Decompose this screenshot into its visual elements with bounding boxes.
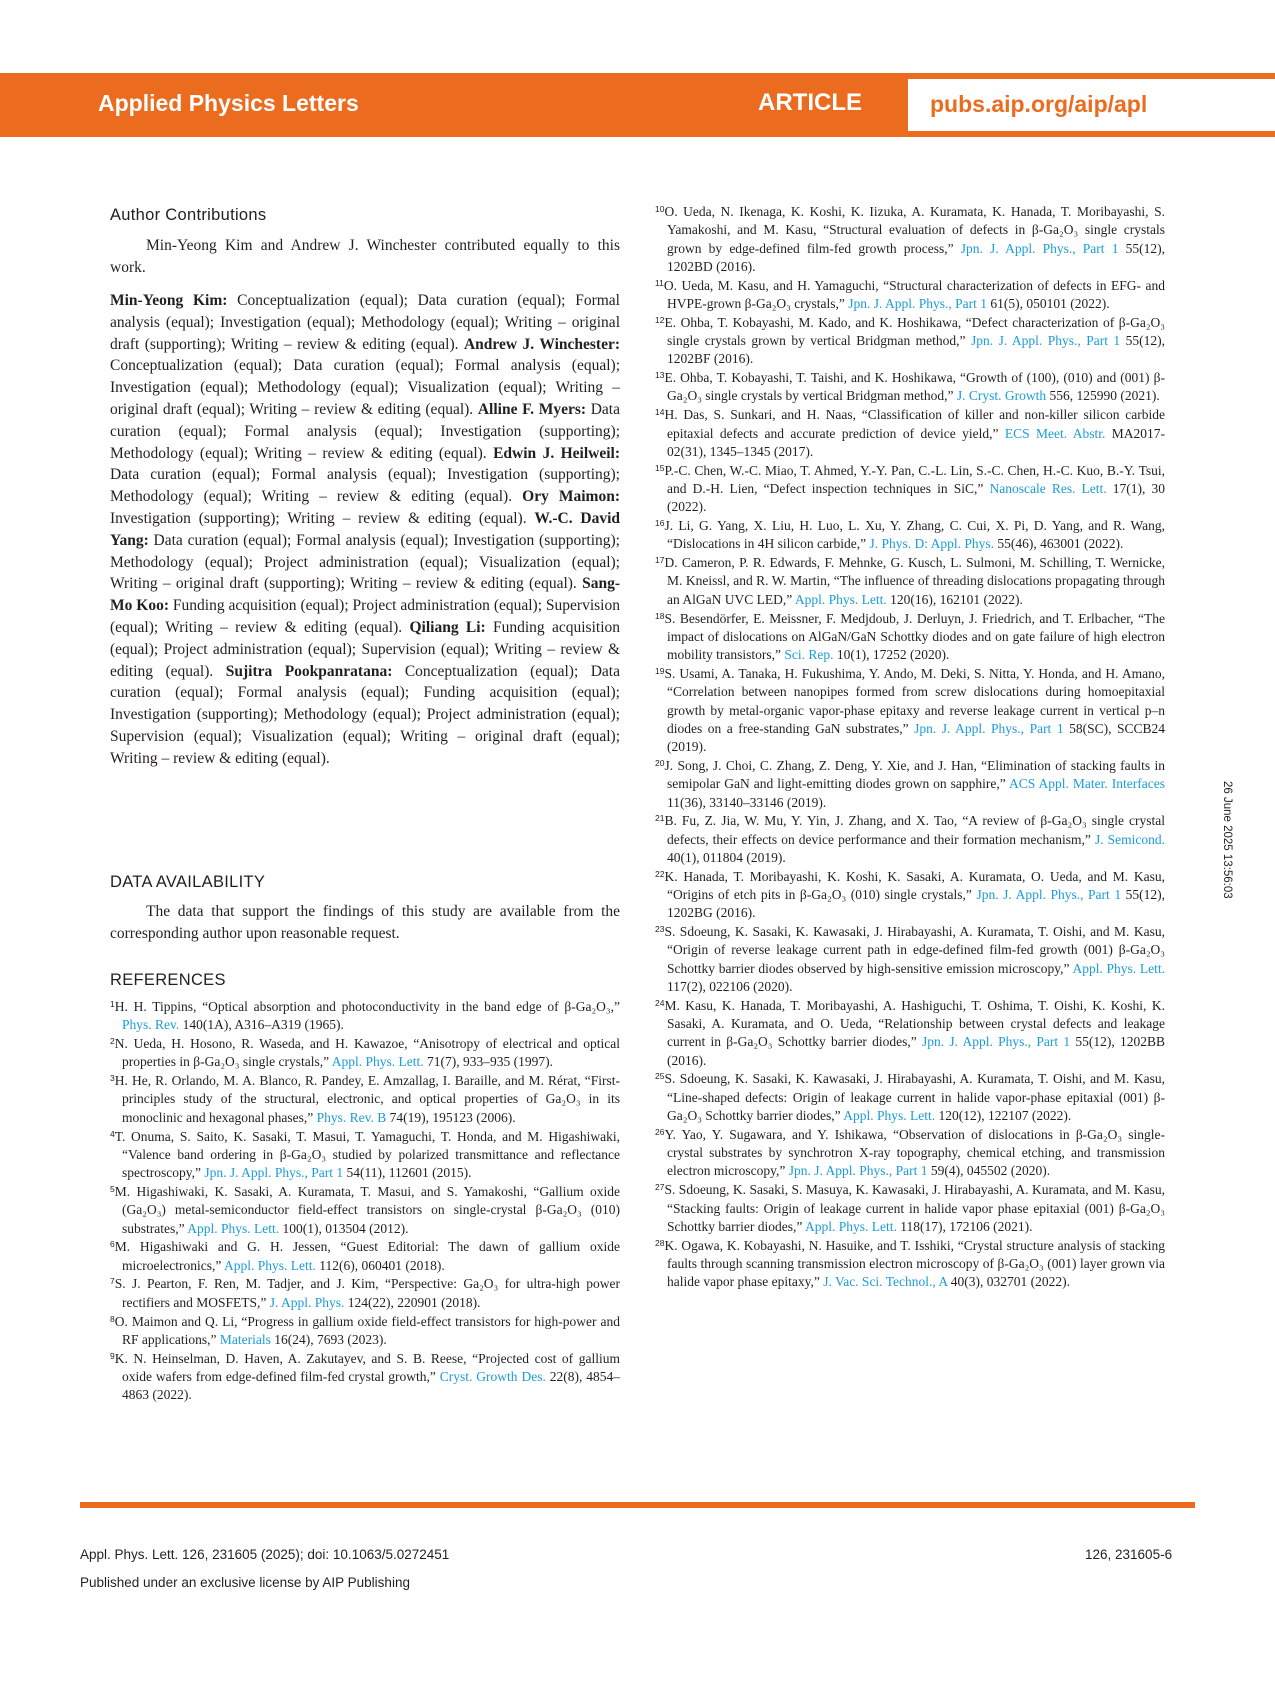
reference-journal-link[interactable]: Sci. Rep. — [784, 647, 834, 663]
reference-text: K. Ogawa, K. Kobayashi, N. Hasuike, and T. Isshiki, “Crystal structure analysis of stacking faults through scanning transmission electron microscopy of β-Ga₂O₃ (001) layer grown via halide vapor phase epitaxy,” — [664, 1237, 1165, 1290]
reference-number: 17 — [655, 555, 665, 566]
footer-page-number: 126, 231605-6 — [1085, 1547, 1173, 1562]
reference-citation-details: 58(SC), SCCB24 (2019). — [667, 720, 1165, 755]
reference-number: 18 — [655, 610, 665, 621]
equal-contribution-note: Min-Yeong Kim and Andrew J. Winchester contributed equally to this work. — [110, 237, 620, 276]
reference-citation-details: 61(5), 050101 (2022). — [987, 295, 1110, 311]
reference-number: 21 — [655, 813, 665, 824]
reference-journal-link[interactable]: Jpn. J. Appl. Phys., Part 1 — [922, 1034, 1071, 1050]
reference-journal-link[interactable]: Jpn. J. Appl. Phys., Part 1 — [971, 333, 1121, 349]
reference-citation-details: 556, 125990 (2021). — [1046, 388, 1160, 404]
reference-text: M. Higashiwaki, K. Sasaki, A. Kuramata, T. Masui, and S. Yamakoshi, “Gallium oxide (Ga₂O₃) metal-semiconductor field-effect transistors on single-crystal β-Ga₂O₃ (010) substrates,” — [114, 1183, 620, 1236]
reference-text: O. Maimon and Q. Li, “Progress in gallium oxide field-effect transistors for high-power and RF applications,” — [114, 1313, 620, 1347]
reference-journal-link[interactable]: Phys. Rev. — [122, 1017, 180, 1033]
reference-item — [655, 868, 1165, 923]
reference-number: 27 — [655, 1182, 665, 1193]
reference-text: T. Onuma, S. Saito, K. Sasaki, T. Masui, T. Yamaguchi, T. Honda, and M. Higashiwaki, “Valence band ordering in β-Ga₂O₃ studied by polarized transmittance and reflectance spectroscopy,” — [114, 1128, 620, 1181]
reference-number: 3 — [110, 1073, 115, 1084]
reference-citation-details: MA2017-02(31), 1345–1345 (2017). — [667, 425, 1166, 459]
reference-number: 10 — [655, 204, 665, 214]
reference-number: 13 — [655, 370, 665, 381]
reference-citation-details: 17(1), 30 (2022). — [667, 480, 1165, 515]
references-heading: REFERENCES — [110, 971, 226, 989]
reference-journal-link[interactable]: Appl. Phys. Lett. — [187, 1220, 280, 1236]
reference-citation-details: 112(6), 060401 (2018). — [315, 1257, 445, 1273]
reference-text: B. Fu, Z. Jia, W. Mu, Y. Yin, J. Zhang, and X. Tao, “A review of β-Ga₂O₃ single crystal defects, their effects on device performance and their formation mechanism,” — [664, 813, 1165, 847]
reference-text: H. Das, S. Sunkari, and H. Naas, “Classification of killer and non-killer silicon carbide epitaxial defects and accurate prediction of device yield,” — [664, 407, 1165, 441]
contributor-roles: Conceptualization (equal); Data curation (equal); Formal analysis (equal); Investigation (equal); Methodology (equal); Writing – original draft (supporting); Writing – review & editing (equal). — [110, 292, 620, 353]
data-availability-heading: DATA AVAILABILITY — [110, 873, 266, 891]
reference-journal-link[interactable]: ACS Appl. Mater. Interfaces — [1009, 776, 1166, 792]
reference-number: 8 — [110, 1313, 115, 1324]
reference-item — [655, 369, 1165, 406]
reference-number: 4 — [110, 1128, 115, 1139]
footer-rule — [80, 1502, 1195, 1508]
reference-item — [655, 203, 1165, 276]
contributor-name: Sang-Mo Koo: — [110, 575, 620, 615]
reference-number: 5 — [110, 1183, 115, 1194]
reference-text: S. J. Pearton, F. Ren, M. Tadjer, and J. Kim, “Perspective: Ga₂O₃ for ultra-high power rectifiers and MOSFETS,” — [114, 1276, 620, 1310]
reference-text: S. Besendörfer, E. Meissner, F. Medjdoub, J. Derluyn, J. Friedrich, and T. Erlbacher, “The impact of dislocations on AlGaN/GaN Schottky diodes and on gate failure of high electron mobility transistors,” — [664, 610, 1165, 663]
reference-text: M. Higashiwaki and G. H. Jessen, “Guest Editorial: The dawn of gallium oxide microelectronics,” — [114, 1239, 620, 1273]
reference-citation-details: 118(17), 172106 (2021). — [896, 1218, 1033, 1234]
reference-citation-details: 55(12), 1202BD (2016). — [667, 240, 1165, 274]
reference-journal-link[interactable]: J. Cryst. Growth — [956, 388, 1047, 404]
reference-journal-link[interactable]: Jpn. J. Appl. Phys., Part 1 — [788, 1163, 928, 1179]
reference-journal-link[interactable]: J. Phys. D: Appl. Phys. — [869, 536, 994, 552]
reference-citation-details: 55(12), 1202BB (2016). — [667, 1034, 1165, 1068]
reference-journal-link[interactable]: Appl. Phys. Lett. — [1072, 960, 1165, 976]
reference-journal-link[interactable]: Nanoscale Res. Lett. — [989, 480, 1107, 496]
reference-citation-details: 117(2), 022106 (2020). — [667, 978, 793, 994]
reference-text: K. N. Heinselman, D. Haven, A. Zakutayev, and S. B. Reese, “Projected cost of gallium oxide wafers from edge-defined film-fed crystal growth,” — [114, 1350, 620, 1384]
contributor-name: Andrew J. Winchester: — [463, 335, 620, 353]
reference-item — [655, 1126, 1165, 1181]
reference-journal-link[interactable]: Jpn. J. Appl. Phys., Part 1 — [848, 295, 988, 311]
reference-item — [655, 812, 1165, 867]
reference-item — [655, 277, 1165, 314]
reference-journal-link[interactable]: Appl. Phys. Lett. — [223, 1257, 316, 1273]
footer-license: Published under an exclusive license by AIP Publishing — [80, 1575, 410, 1590]
contributor-roles: Data curation (equal); Formal analysis (equal); Investigation (supporting); Methodology (equal); Writing – review & editing (equal). — [110, 466, 620, 506]
reference-journal-link[interactable]: J. Semicond. — [1094, 831, 1165, 847]
reference-item — [655, 1181, 1165, 1236]
contributor-roles: Conceptualization (equal); Data curation (equal); Formal analysis (equal); Investigation (equal); Methodology (equal); Visualization (equal); Writing – original draft (equal); Writing – review & editing (equal). — [110, 357, 620, 418]
references-list-left — [110, 998, 620, 1405]
reference-number: 20 — [655, 757, 665, 768]
contributor-roles: Investigation (supporting); Writing – review & editing (equal). — [110, 509, 535, 527]
reference-citation-details: 10(1), 17252 (2020). — [833, 647, 950, 663]
author-contributions-text — [110, 290, 620, 770]
reference-journal-link[interactable]: Appl. Phys. Lett. — [794, 591, 887, 607]
reference-number: 16 — [655, 518, 665, 529]
reference-citation-details: 11(36), 33140–33146 (2019). — [667, 794, 827, 810]
reference-citation-details: 55(12), 1202BG (2016). — [667, 886, 1165, 921]
reference-item — [655, 406, 1165, 461]
reference-citation-details: 124(22), 220901 (2018). — [344, 1294, 481, 1310]
reference-text: E. Ohba, T. Kobayashi, T. Taishi, and K. Hoshikawa, “Growth of (100), (010) and (001) β-Ga₂O₃ single crystals by vertical Bridgman method,” — [664, 370, 1165, 404]
reference-citation-details: 55(46), 463001 (2022). — [994, 536, 1124, 552]
reference-citation-details: 40(3), 032701 (2022). — [947, 1274, 1070, 1290]
reference-item — [655, 517, 1165, 554]
reference-citation-details: 59(4), 045502 (2020). — [927, 1163, 1051, 1179]
reference-number: 2 — [110, 1036, 115, 1047]
reference-text: S. Sdoeung, K. Sasaki, S. Masuya, K. Kawasaki, J. Hirabayashi, A. Kuramata, and M. Kasu, “Stacking faults: Origin of leakage current in halide vapor phase epitaxial (001) β-Ga₂O₃ Schottky barrier diodes,” — [664, 1182, 1165, 1234]
reference-text: O. Ueda, N. Ikenaga, K. Koshi, K. Iizuka, A. Kuramata, K. Hanada, T. Moribayashi, S. Yamakoshi, and M. Kasu, “Structural evaluation of defects in β-Ga₂O₃ single crystals grown by edge-defined film-fed growth process,” — [664, 204, 1165, 256]
reference-journal-link[interactable]: ECS Meet. Abstr. — [1004, 425, 1106, 441]
contributor-roles: Data curation (equal); Formal analysis (equal); Investigation (supporting); Methodology (equal); Writing – review & editing (equal). — [110, 400, 620, 462]
reference-text: K. Hanada, T. Moribayashi, K. Koshi, K. Sasaki, A. Kuramata, O. Ueda, and M. Kasu, “Origins of etch pits in β-Ga₂O₃ (010) single crystals,” — [664, 868, 1165, 902]
reference-item — [655, 665, 1165, 756]
reference-journal-link[interactable]: Materials — [219, 1331, 271, 1347]
reference-text: H. H. Tippins, “Optical absorption and photoconductivity in the band edge of β-Ga₂O₃,” — [114, 999, 620, 1014]
reference-journal-link[interactable]: Appl. Phys. Lett. — [843, 1108, 936, 1124]
reference-item — [110, 1313, 620, 1350]
reference-text: S. Usami, A. Tanaka, H. Fukushima, Y. Ando, M. Deki, S. Nitta, Y. Honda, and H. Amano, “Correlation between nanopipes formed from screw dislocations during homoepitaxial growth by metal-organic vapor-phase epitaxy and reverse leakage current in vertical p–n diodes on a free-standing GaN substrates,” — [664, 665, 1165, 736]
reference-journal-link[interactable]: J. Appl. Phys. — [269, 1294, 345, 1310]
footer-citation: Appl. Phys. Lett. 126, 231605 (2025); doi: 10.1063/5.0272451 — [80, 1547, 450, 1562]
references-list-right — [655, 203, 1165, 1292]
reference-number: 19 — [655, 665, 665, 676]
reference-text: H. He, R. Orlando, M. A. Blanco, R. Pandey, E. Amzallag, I. Baraille, and M. Rérat, “First-principles study of the structural, electronic, and optical properties of Ga₂O₃ in its monoclinic and hexagonal phases,” — [114, 1073, 620, 1125]
reference-text: S. Sdoeung, K. Sasaki, K. Kawasaki, J. Hirabayashi, A. Kuramata, T. Oishi, and M. Kasu, “Origin of reverse leakage current path in edge-defined film-fed growth (001) β-Ga₂O₃ Schottky barrier diodes observed by high-sensitive emission microscopy,” — [664, 924, 1165, 976]
reference-number: 11 — [655, 277, 664, 288]
reference-text: Y. Yao, Y. Sugawara, and Y. Ishikawa, “Observation of dislocations in β-Ga₂O₃ single-crystal substrates by synchrotron X-ray topography, chemical etching, and transmission electron microscopy,” — [664, 1126, 1165, 1179]
reference-journal-link[interactable]: Jpn. J. Appl. Phys., Part 1 — [914, 720, 1064, 736]
reference-journal-link[interactable]: Jpn. J. Appl. Phys., Part 1 — [204, 1165, 344, 1181]
reference-text: M. Kasu, K. Hanada, T. Moribayashi, A. Hashiguchi, T. Oshima, T. Oishi, K. Koshi, K. Sasaki, A. Kuramata, and O. Ueda, “Relationship between crystal defects and leakage current in β-Ga₂O₃ Schottky barrier diodes,” — [664, 997, 1165, 1050]
contributor-name: Alline F. Myers: — [477, 400, 587, 418]
reference-citation-details: 100(1), 013504 (2012). — [279, 1220, 409, 1236]
reference-text: S. Sdoeung, K. Sasaki, K. Kawasaki, J. Hirabayashi, A. Kuramata, T. Oishi, and M. Kasu, “Line-shaped defects: Origin of leakage current in halide vapor-phase epitaxial (001) β-Ga₂O₃ Schottky barrier diodes,” — [664, 1071, 1165, 1124]
reference-text: J. Li, G. Yang, X. Liu, H. Luo, L. Xu, Y. Zhang, C. Cui, X. Pi, D. Yang, and R. Wang, “Dislocations in 4H silicon carbide,” — [664, 518, 1165, 552]
reference-citation-details: 140(1A), A316–A319 (1965). — [179, 1017, 344, 1033]
reference-number: 9 — [110, 1350, 115, 1361]
reference-item — [110, 1350, 620, 1405]
author-contributions-heading: Author Contributions — [110, 206, 267, 224]
data-availability-text: The data that support the findings of this study are available from the corresponding author upon reasonable request. — [110, 903, 620, 942]
reference-citation-details: 16(24), 7693 (2023). — [270, 1331, 387, 1347]
reference-journal-link[interactable]: Phys. Rev. B — [316, 1109, 387, 1125]
reference-item — [655, 1237, 1165, 1292]
reference-number: 12 — [655, 314, 665, 325]
reference-journal-link[interactable]: Jpn. J. Appl. Phys., Part 1 — [960, 240, 1119, 256]
reference-text: P.-C. Chen, W.-C. Miao, T. Ahmed, Y.-Y. Pan, C.-L. Lin, S.-C. Chen, H.-C. Kuo, B.-Y. Tsui, and D.-H. Lien, “Defect inspection techniques in SiC,” — [664, 462, 1165, 496]
contributor-name: Ory Maimon: — [522, 488, 620, 506]
contributor-roles: Funding acquisition (equal); Project administration (equal); Supervision (equal); Writing – review & editing (equal). — [110, 618, 620, 680]
reference-text: E. Ohba, T. Kobayashi, M. Kado, and K. Hoshikawa, “Defect characterization of β-Ga₂O₃ single crystals grown by vertical Bridgman method,” — [664, 314, 1165, 349]
contributor-name: Qiliang Li: — [409, 618, 486, 636]
reference-item — [110, 1238, 620, 1275]
reference-citation-details: 120(12), 122107 (2022). — [935, 1108, 1072, 1124]
reference-journal-link[interactable]: J. Vac. Sci. Technol., A — [823, 1274, 948, 1290]
reference-number: 22 — [655, 868, 665, 879]
reference-item — [655, 314, 1165, 369]
contributor-name: Edwin J. Heilweil: — [493, 444, 620, 462]
reference-citation-details: 71(7), 933–935 (1997). — [423, 1054, 553, 1070]
reference-item — [110, 1072, 620, 1127]
reference-citation-details: 120(16), 162101 (2022). — [886, 591, 1023, 607]
contributor-name: W.-C. David Yang: — [110, 509, 620, 549]
contributor-name: Min-Yeong Kim: — [110, 292, 228, 309]
contributor-roles: Funding acquisition (equal); Project administration (equal); Supervision (equal); Writing – review & editing (equal). — [110, 597, 620, 636]
reference-item — [655, 757, 1165, 812]
reference-number: 14 — [655, 407, 665, 418]
reference-number: 26 — [655, 1126, 665, 1137]
contributor-name: Sujitra Pookpanratana: — [225, 662, 393, 680]
reference-item — [110, 1128, 620, 1183]
reference-text: O. Ueda, M. Kasu, and H. Yamaguchi, “Structural characterization of defects in EFG- and HVPE-grown β-Ga₂O₃ crystals,” — [663, 277, 1165, 311]
download-timestamp: 26 June 2025 13:56:03 — [1221, 781, 1233, 899]
reference-item — [110, 998, 620, 1035]
reference-number: 28 — [655, 1237, 665, 1248]
reference-number: 1 — [110, 999, 115, 1009]
reference-citation-details: 74(19), 195123 (2006). — [386, 1109, 516, 1125]
reference-journal-link[interactable]: Appl. Phys. Lett. — [804, 1218, 897, 1234]
reference-citation-details: 55(12), 1202BF (2016). — [667, 333, 1165, 367]
reference-journal-link[interactable]: Appl. Phys. Lett. — [331, 1054, 424, 1070]
reference-number: 6 — [110, 1239, 115, 1250]
reference-item — [655, 923, 1165, 996]
reference-citation-details: 40(1), 011804 (2019). — [667, 849, 786, 865]
reference-citation-details: 22(8), 4854–4863 (2022). — [122, 1368, 620, 1403]
reference-item — [655, 554, 1165, 609]
reference-number: 7 — [110, 1276, 115, 1287]
reference-journal-link[interactable]: Jpn. J. Appl. Phys., Part 1 — [976, 886, 1122, 902]
reference-text: J. Song, J. Choi, C. Zhang, Z. Deng, Y. Xie, and J. Han, “Elimination of stacking faults in semipolar GaN and light-emitting diodes grown on sapphire,” — [664, 757, 1165, 792]
reference-item — [110, 1275, 620, 1312]
reference-item — [655, 1070, 1165, 1125]
contributor-roles: Data curation (equal); Formal analysis (equal); Investigation (supporting); Methodology (equal); Project administration (equal); Visualization (equal); Writing – original draft (supporting); Writing – review & editing (equal). — [110, 531, 620, 593]
reference-citation-details: 54(11), 112601 (2015). — [343, 1165, 472, 1181]
reference-item — [110, 1035, 620, 1072]
reference-number: 25 — [655, 1071, 665, 1082]
contributor-roles: Conceptualization (equal); Data curation (equal); Formal analysis (equal); Funding acquisition (equal); Investigation (supporting); Methodology (equal); Project administration (equal); Supervision (equal); Visualization (equal); Writing – original draft (equal); Writing – review & editing (equal). — [110, 662, 620, 767]
reference-number: 24 — [655, 997, 665, 1008]
reference-number: 23 — [655, 924, 665, 935]
journal-title: Applied Physics Letters — [98, 90, 359, 116]
reference-text: N. Ueda, H. Hosono, R. Waseda, and H. Kawazoe, “Anisotropy of electrical and optical properties in β-Ga₂O₃ single crystals,” — [114, 1036, 620, 1070]
journal-url-link[interactable]: pubs.aip.org/aip/apl — [930, 91, 1148, 117]
reference-item — [655, 610, 1165, 665]
reference-item — [110, 1183, 620, 1238]
reference-journal-link[interactable]: Cryst. Growth Des. — [439, 1368, 546, 1384]
reference-text: D. Cameron, P. R. Edwards, F. Mehnke, G. Kusch, L. Sulmoni, M. Schilling, T. Wernicke, M. Kneissl, and R. W. Martin, “The influence of threading dislocations propagating through an AlGaN UVC LED,” — [664, 555, 1165, 607]
reference-item — [655, 997, 1165, 1070]
article-type-label: ARTICLE — [758, 89, 862, 116]
reference-item — [655, 462, 1165, 517]
reference-number: 15 — [655, 462, 665, 473]
